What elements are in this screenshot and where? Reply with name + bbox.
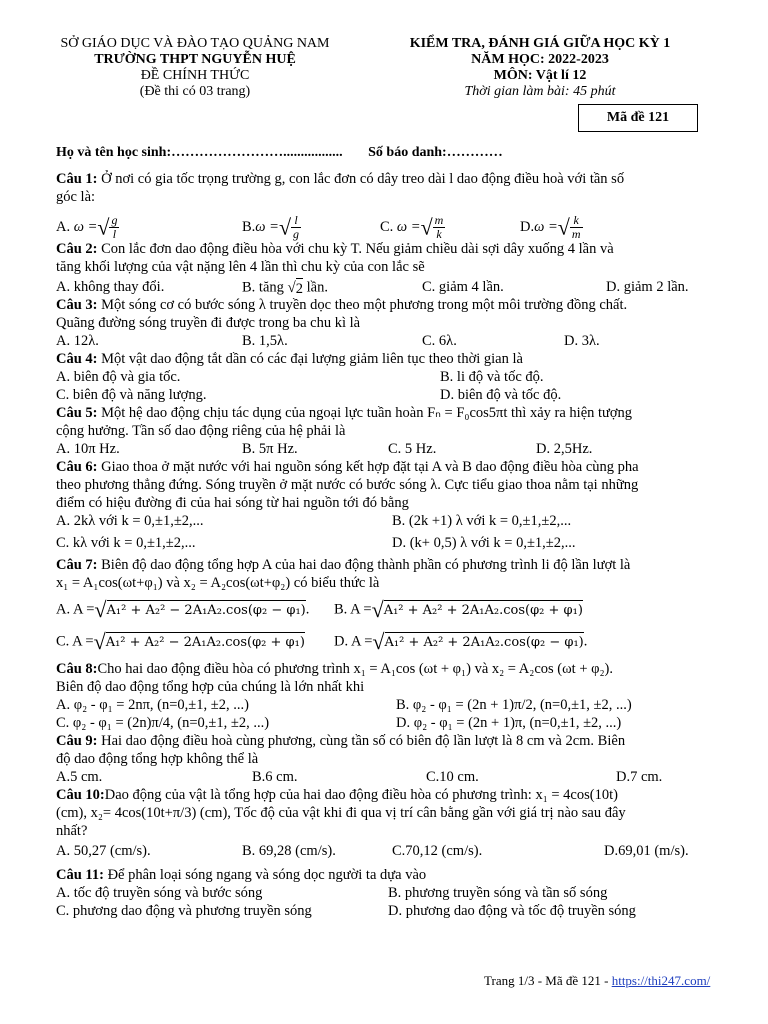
option-b: B. 69,28 (cm/s). [242,843,336,859]
option-d: D. 2,5Hz. [536,441,593,457]
footer-link[interactable]: https://thi247.com/ [611,973,711,988]
sqrt-icon: √ [93,629,106,654]
question-5-options [56,440,726,458]
option-b: B. tăng √2 lần. [242,279,328,297]
option-b: B. 1,5λ. [242,333,288,349]
option-a: A. A =√A₁² + A₂² − 2A₁A₂.cos(φ₂ − φ₁). [56,597,310,622]
option-a: A. 12λ. [56,333,99,349]
header-left [40,36,350,100]
question-9: Câu 9: Hai dao động điều hoà cùng phương, cùng tần số có biên độ lần lượt là 8 cm và 2cm. Biên [56,733,626,749]
question-11-options-1 [56,884,726,902]
question-10: Câu 10:Dao động của vật là tổng hợp của hai dao động điều hòa có phương trình: x₁ = 4cos(10t) [56,787,618,803]
question-7: Câu 7: Biên độ dao động tổng hợp A của hai dao động thành phần có phương trình li độ lần lượt là [56,557,631,573]
option-d: D. phương dao động và tốc độ truyền sóng [388,903,636,919]
option-d: D.7 cm. [616,769,663,785]
option-a: A. φ₂ - φ₁ = 2nπ, (n=0,±1, ±2, ...) [56,697,249,713]
exam-title: KIỂM TRA, ĐÁNH GIÁ GIỮA HỌC KỲ 1 [409,36,671,51]
question-6-options-2 [56,534,726,556]
option-b: B. A =√A₁² + A₂² + 2A₁A₂.cos(φ₂ + φ₁) [334,597,583,622]
sqrt-icon: √ [420,214,433,240]
option-c: C. A =√A₁² + A₂² − 2A₁A₂.cos(φ₂ + φ₁) [56,629,305,654]
option-d: D. 3λ. [564,333,600,349]
question-8: Câu 8:Cho hai dao động điều hòa có phương trình x₁ = A₁cos (ωt + φ₁) và x₂ = A₂cos (ωt + φ₂). [56,661,613,677]
option-a: A. 50,27 (cm/s). [56,843,151,859]
option-d: D. (k+ 0,5) λ với k = 0,±1,±2,... [392,535,576,551]
question-4-options-2 [56,386,726,404]
option-d: D. A =√A₁² + A₂² + 2A₁A₂.cos(φ₂ − φ₁). [334,629,588,654]
page-footer [484,972,710,990]
option-a: A. biên độ và gia tốc. [56,369,181,385]
pages-note: (Đề thi có 03 trang) [139,84,251,99]
school-year: NĂM HỌC: 2022-2023 [471,52,609,67]
sqrt-icon: √ [371,597,384,622]
question-4-options-1 [56,368,726,386]
question-9-options [56,768,726,786]
option-d: D. giảm 2 lần. [606,279,689,295]
question-3-options [56,332,726,350]
option-a: A. ω =√ $\frac{g}{l}$ [56,213,118,241]
question-6: Câu 6: Giao thoa ở mặt nước với hai nguồn sóng kết hợp đặt tại A và B dao động điều hòa cùng pha [56,459,639,475]
sqrt-icon: √ [557,214,570,240]
question-8-options-2 [56,714,726,732]
question-3: Câu 3: Một sóng cơ có bước sóng λ truyền dọc theo một phương trong một môi trường đồng chất. [56,297,628,313]
question-11: Câu 11: Để phân loại sóng ngang và sóng dọc người ta dựa vào [56,867,427,883]
question-10-options [56,842,726,860]
sqrt-icon: √ [97,214,110,240]
option-c: C. giảm 4 lần. [422,279,504,295]
option-d: D.ω =√ $\frac{k}{m}$ [520,213,581,241]
option-c: C.10 cm. [426,769,479,785]
option-c: C. kλ với k = 0,±1,±2,... [56,535,196,551]
option-c: C. biên độ và năng lượng. [56,387,207,403]
option-b: B. li độ và tốc độ. [440,369,544,385]
student-info [56,144,503,162]
question-6-options-1 [56,512,726,534]
option-a: A. 10π Hz. [56,441,120,457]
questions: Câu 1: Ở nơi có gia tốc trọng trường g, con lắc đơn có dây treo dài l dao động điều hoà với tần số góc là: A. ω =√ $\frac{g}{l}$ B.ω =√ $\frac{l}{g}$ C. ω =√ $\frac{m}{k}$ D.ω =√ $\frac{k}{m}$ Câu 2: Con lắc đơn dao động điều hòa với chu kỳ T. Nếu giảm chiều dài sợi dây xuống 4 lần và tăng khối lượng của vật nặng lên 4 lần thì chu kỳ của con lắc sẽ A. không thay đổi. B. tăng √2 lần. C. giảm 4 lần. D. giảm 2 lần. Câu 3: Một sóng cơ có bước sóng λ truyền dọc theo một phương trong một môi trường đồng chất. Quãng đường sóng truyền đi được trong ba chu kì là A. 12λ. B. 1,5λ. C. 6λ. D. 3λ. Câu 4: Một vật dao động tắt dần có các đại lượng giảm liên tục theo thời gian là A. biên độ và gia tốc. B. li độ và tốc độ. C. biên độ và năng lượng. D. biên độ và tốc độ. Câu 5: Một hệ dao động chịu tác dụng của ngoại lực tuần hoàn Fₙ = F₀cos5πt thì xảy ra hiện tượng cộng hưởng. Tần số dao động riêng của hệ phải là A. 10π Hz. B. 5π Hz. C. 5 Hz. D. 2,5Hz. Câu 6: Giao thoa ở mặt nước với hai nguồn sóng kết hợp đặt tại A và B dao động điều hòa cùng pha theo phương thẳng đứng. Sóng truyền ở mặt nước có bước sóng λ. Cực tiểu giao thoa nằm tại những điểm có hiệu đường đi của hai sóng từ hai nguồn tới đó bằng A. 2kλ với k = 0,±1,±2,... B. (2k +1) λ với k = 0,±1,±2,... C. kλ với k = 0,±1,±2,... D. (k+ 0,5) λ với k = 0,±1,±2,... Câu 7: Biên độ dao động tổng hợp A của hai dao động thành phần có phương trình li độ lần lượt là x₁ = A₁cos(ωt+φ₁) và x₂ = A₂cos(ωt+φ₂) có biểu thức là A. A =√A₁² + A₂² − 2A₁A₂.cos(φ₂ − φ₁). B. A =√A₁² + A₂² + 2A₁A₂.cos(φ₂ + φ₁) C. A =√A₁² + A₂² − 2A₁A₂.cos(φ₂ + φ₁) D. A =√A₁² + A₂² + 2A₁A₂.cos(φ₂ − φ₁). Câu 8:Cho hai dao động điều hòa có phương trình x₁ = A₁cos (ωt + φ₁) và x₂ = A₂cos (ωt + φ₂). Biên độ dao động tổng hợp của chúng là lớn nhất khi A. φ₂ - φ₁ = 2nπ, (n=0,±1, ±2, ...) B. φ₂ - φ₁ = (2n + 1)π/2, (n=0,±1, ±2, ...) C. φ₂ - φ₁ = (2n)π/4, (n=0,±1, ±2, ...) D. φ₂ - φ₁ = (2n + 1)π, (n=0,±1, ±2, ...) Câu 9: Hai dao động điều hoà cùng phương, cùng tần số có biên độ lần lượt là 8 cm và 2cm. Biên độ dao động tổng hợp không thể là A.5 cm. B.6 cm. C.10 cm. D.7 cm. Câu 10:Dao động của vật là tổng hợp của hai dao động điều hòa có phương trình: x₁ = 4cos(10t) (cm), x₂= 4cos(10t+π/3) (cm), Tốc độ của vật khi đi qua vị trí cân bằng gần với giá trị nào sau đây nhất? A. 50,27 (cm/s). B. 69,28 (cm/s). C.70,12 (cm/s). D.69,01 (m/s). Câu 11: Để phân loại sóng ngang và sóng dọc người ta dựa vào A. tốc độ truyền sóng và bước sóng B. phương truyền sóng và tần số sóng C. phương dao động và phương truyền sóng D. phương dao động và tốc độ truyền sóng [56,170,726,920]
exam-code-box: Mã đề 121 [578,104,698,132]
student-name-field: Họ và tên học sinh:……………………................. [56,145,343,160]
department-name: SỞ GIÁO DỤC VÀ ĐÀO TẠO QUẢNG NAM [60,36,330,51]
option-b: B.6 cm. [252,769,298,785]
option-c: C.70,12 (cm/s). [392,843,483,859]
question-1-options [56,206,726,240]
option-c: C. φ₂ - φ₁ = (2n)π/4, (n=0,±1, ±2, ...) [56,715,270,731]
option-c: C. ω =√ $\frac{m}{k}$ [380,213,444,241]
question-11-options-2 [56,902,726,920]
option-b: B.ω =√ $\frac{l}{g}$ [242,213,300,241]
official-label: ĐỀ CHÍNH THỨC [140,68,250,83]
question-8-options-1 [56,696,726,714]
option-c: C. 5 Hz. [388,441,437,457]
option-b: B. 5π Hz. [242,441,298,457]
student-id-field: Số báo danh:………… [368,145,503,160]
question-2-options [56,278,726,296]
sqrt-icon: √ [287,280,296,296]
option-a: A. 2kλ với k = 0,±1,±2,... [56,513,204,529]
sqrt-icon: √ [94,597,107,622]
option-a: A.5 cm. [56,769,103,785]
question-7-options-2 [56,628,726,660]
question-2: Câu 2: Con lắc đơn dao động điều hòa với chu kỳ T. Nếu giảm chiều dài sợi dây xuống 4 lần và [56,241,614,257]
option-a: A. không thay đổi. [56,279,165,295]
subject: MÔN: Vật lí 12 [493,68,587,83]
option-b: B. phương truyền sóng và tần số sóng [388,885,608,901]
option-b: B. (2k +1) λ với k = 0,±1,±2,... [392,513,572,529]
question-4: Câu 4: Một vật dao động tắt dần có các đại lượng giảm liên tục theo thời gian là [56,351,523,367]
sqrt-icon: √ [278,214,292,240]
sqrt-icon: √ [372,629,385,654]
option-c: C. 6λ. [422,333,457,349]
time-limit: Thời gian làm bài: 45 phút [464,84,616,99]
header-right [380,36,700,100]
school-name: TRƯỜNG THPT NGUYỄN HUỆ [94,52,296,67]
option-c: C. phương dao động và phương truyền sóng [56,903,312,919]
option-d: D. φ₂ - φ₁ = (2n + 1)π, (n=0,±1, ±2, ...) [396,715,622,731]
question-1: Câu 1: Ở nơi có gia tốc trọng trường g, con lắc đơn có dây treo dài l dao động điều hoà với tần số [56,171,625,187]
option-a: A. tốc độ truyền sóng và bước sóng [56,885,263,901]
question-5: Câu 5: Một hệ dao động chịu tác dụng của ngoại lực tuần hoàn Fₙ = F₀cos5πt thì xảy ra hiện tượng [56,405,633,421]
question-7-options-1 [56,596,726,626]
option-d: D.69,01 (m/s). [604,843,689,859]
option-d: D. biên độ và tốc độ. [440,387,562,403]
option-b: B. φ₂ - φ₁ = (2n + 1)π/2, (n=0,±1, ±2, ...) [396,697,632,713]
footer-text: Trang 1/3 - Mã đề 121 - [484,973,612,988]
